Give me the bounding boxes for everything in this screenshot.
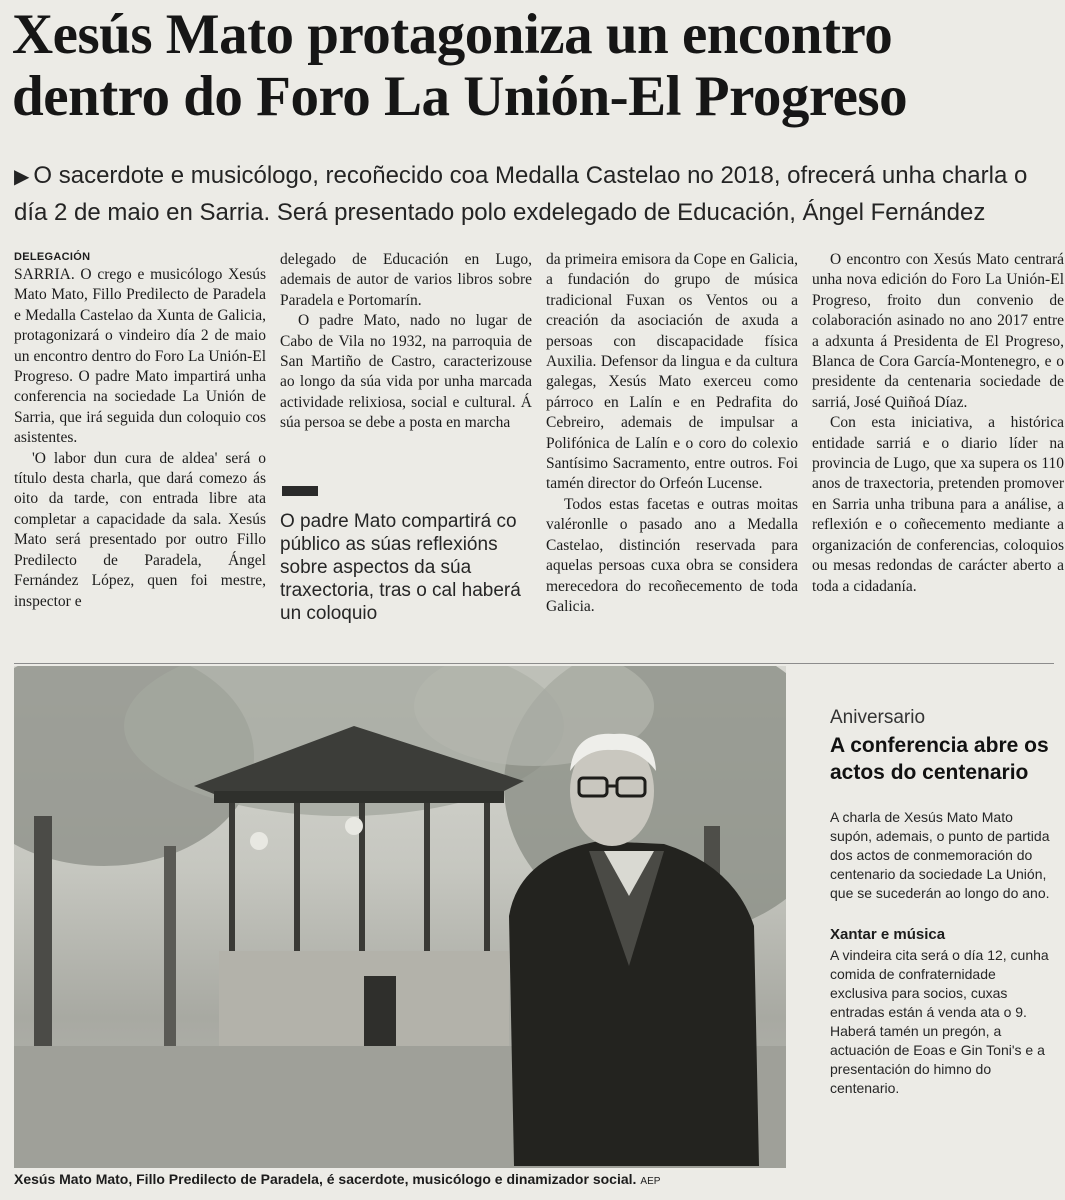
photo-caption xyxy=(14,1170,786,1191)
paragraph: O encontro con Xesús Mato centrará unha nova edición do Foro La Unión-El Progreso, froito dun convenio de colaboración asinado no ano 2017 entre a adxunta á Presidenta de El Progreso, Blanca de Cora García-Montenegro, e o presidente da centenaria sociedade de sarriá, José Quiñoá Díaz. xyxy=(812,251,1064,411)
sidebar-paragraph: A vindeira cita será o día 12, cunha comida de confraternidade exclusiva para socios, cuxas entradas están á venda ata o 9. Haberá tamén un pregón, a actuación de Eoas e Gin Toni's e a presentación do himno do centenario. xyxy=(830,947,1049,1096)
paragraph: Con esta iniciativa, a histórica entidade sarriá e o diario líder na provincia de Lugo, que xa supera os 110 anos de traxectoria, pretenden promover en Sarria unha tribuna para a análise, a reflexión e o coñecemento mediante a organización de conferencias, coloquios ou mesas redondas de carácter aberto a toda a cidadanía. xyxy=(812,414,1064,595)
subheadline-text: O sacerdote e musicólogo, recoñecido coa Medalla Castelao no 2018, ofrecerá unha charla o día 2 de maio en Sarria. Será presentado polo exdelegado de Educación, Ángel Fernández xyxy=(14,162,1028,226)
article-column-2 xyxy=(280,250,532,434)
article-column-4 xyxy=(812,250,1064,597)
caption-text: Xesús Mato Mato, Fillo Predilecto de Paradela, é sacerdote, musicólogo e dinamizador social. xyxy=(14,1171,637,1187)
pullquote-bar xyxy=(282,486,318,496)
headline-line-1: Xesús Mato protagoniza un encontro xyxy=(12,3,893,66)
paragraph: SARRIA. O crego e musicólogo Xesús Mato Mato, Fillo Predilecto de Paradela e Medalla Castelao da Xunta de Galicia, protagonizará o vindeiro día 2 de maio un encontro dentro do Foro La Unión-El Progreso. O padre Mato impartirá unha conferencia na sociedade La Unión de Sarria, que irá seguida dun coloquio cos asistentes. xyxy=(14,266,266,447)
sidebar-kicker: Aniversario xyxy=(830,707,926,728)
subheadline xyxy=(14,158,1054,230)
headline xyxy=(12,4,1052,128)
article-column-1 xyxy=(14,250,266,612)
paragraph: delegado de Educación en Lugo, ademais de autor de varios libros sobre Paradela e Portomarín. xyxy=(280,251,532,309)
sidebar-subhead: Xantar e música xyxy=(830,926,946,943)
paragraph: 'O labor dun cura de aldea' será o título desta charla, que dará comezo ás oito da tarde, con entrada libre ata completar a capacidade da sala. Xesús Mato será presentado por outro Fillo Predilecto de Paradela, Ángel Fernández López, quen foi mestre, inspector e xyxy=(14,449,266,610)
paragraph: O padre Mato, nado no lugar de Cabo de Vila no 1932, na parroquia de San Martiño de Castro, caracterizouse ao longo da súa vida por unha marcada actividade relixiosa, social e cultural. Á súa persoa se debe a posta en marcha xyxy=(280,312,532,432)
article-photo xyxy=(14,666,786,1168)
headline-line-2: dentro do Foro La Unión-El Progreso xyxy=(12,65,908,128)
sidebar-paragraph: A charla de Xesús Mato Mato supón, ademais, o punto de partida dos actos de conmemoración do centenario da sociedade La Unión, que se sucederán ao longo do ano. xyxy=(830,809,1050,901)
sidebar-title: A conferencia abre os actos do centenario xyxy=(830,734,1049,784)
paragraph: Todos estas facetas e outras moitas valéronlle o pasado ano a Medalla Castelao, distinción reservada para aquelas persoas cuxa obra se considera merecedora do recoñecemento de toda Galicia. xyxy=(546,495,798,615)
section-divider xyxy=(14,663,1054,664)
article-column-3 xyxy=(546,250,798,617)
triangle-bullet-icon: ▶ xyxy=(14,166,30,188)
pullquote: O padre Mato compartirá co público as súas reflexións sobre aspectos da súa traxectoria, tras o cal haberá un coloquio xyxy=(280,511,521,624)
sidebar-box xyxy=(830,706,1052,1098)
photo-credit: AEP xyxy=(640,1176,661,1187)
photo-illustration xyxy=(14,666,786,1168)
paragraph: da primeira emisora da Cope en Galicia, a fundación do grupo de música tradicional Fuxan os Ventos ou a creación da asociación de axuda a persoas con discapacidade física Auxilia. Defensor da lingua e da cultura galegas, Xesús Mato exerceu como párroco en Lalín e en Pedrafita do Cebreiro, ademais de impulsar a Polifónica de Lalín e o coro do colexio Santísimo Sacramento, entre outros. Foi tamén director do Orfeón Lucense. xyxy=(546,251,798,493)
dateline: DELEGACIÓN xyxy=(14,251,91,263)
